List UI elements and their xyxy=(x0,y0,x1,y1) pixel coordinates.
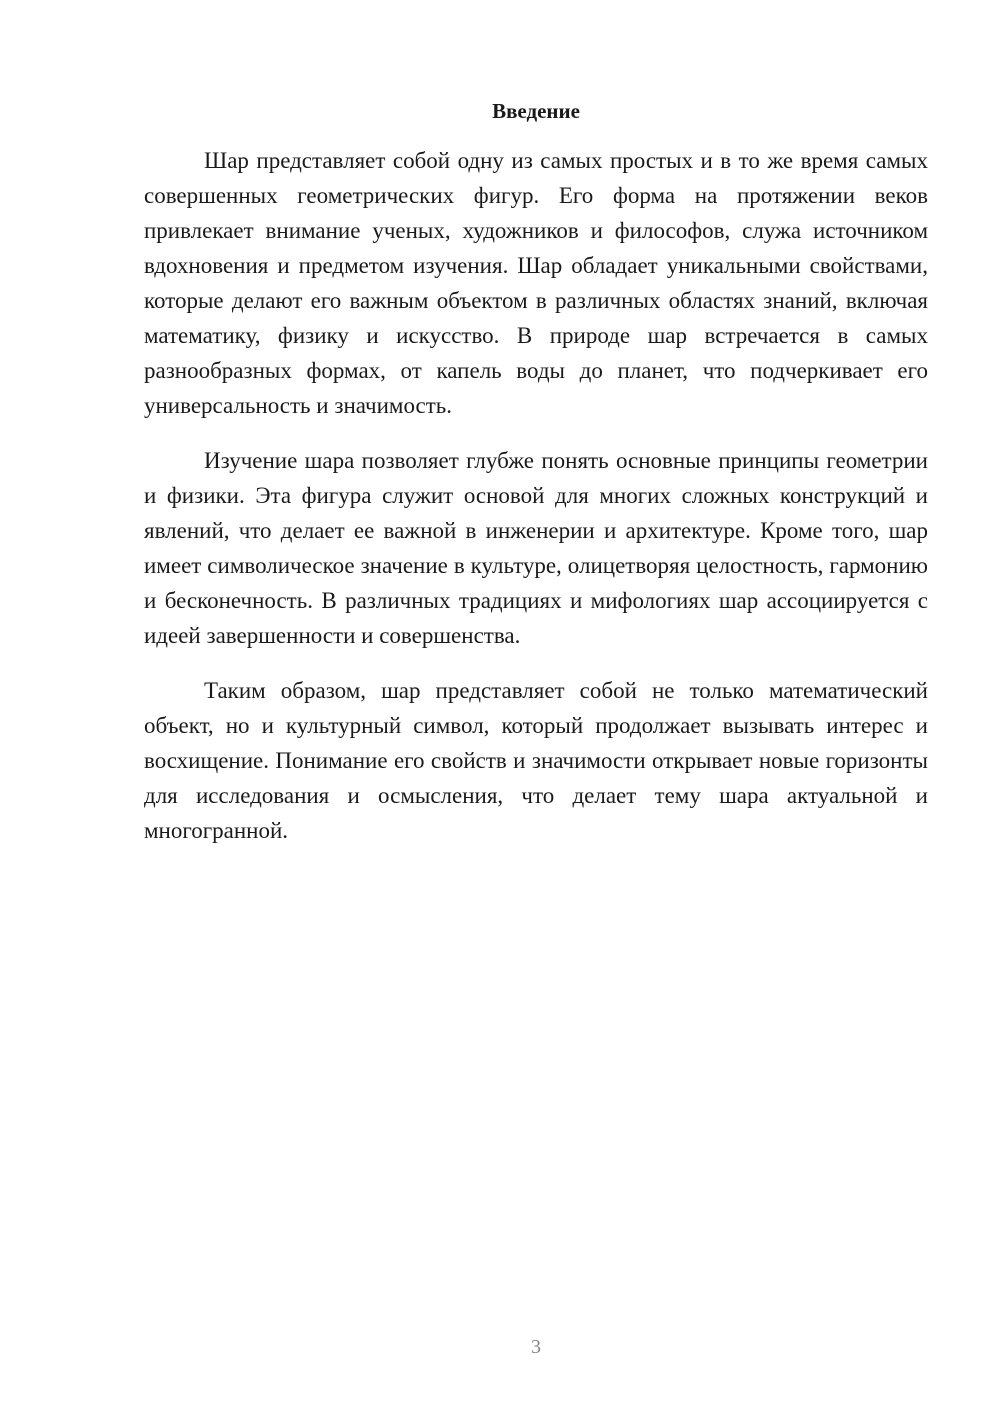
section-heading: Введение xyxy=(492,99,580,123)
paragraph-conclusion: Таким образом, шар представляет собой не только математический объект, но и культурный символ, который продолжает вызывать интерес и восхищение. Понимание его свойств и значимости открывает новые горизонты для исследования и осмысления, что делает тему шара актуальной и многогранной. xyxy=(144,678,928,843)
paragraph-study: Изучение шара позволяет глубже понять основные принципы геометрии и физики. Эта фигура служит основой для многих сложных конструкций и явлений, что делает ее важной в инженерии и архитектуре. Кроме того, шар имеет символическое значение в культуре, олицетворяя целостность, гармонию и бесконечность. В различных традициях и мифологиях шар ассоциируется с идеей завершенности и совершенства. xyxy=(144,448,928,648)
page-number: 3 xyxy=(531,1336,541,1358)
body-text xyxy=(144,143,928,868)
paragraph-intro: Шар представляет собой одну из самых простых и в то же время самых совершенных геометрических фигур. Его форма на протяжении веков привлекает внимание ученых, художников и философов, служа источником вдохновения и предметом изучения. Шар обладает уникальными свойствами, которые делают его важным объектом в различных областях знаний, включая математику, физику и искусство. В природе шар встречается в самых разнообразных формах, от капель воды до планет, что подчеркивает его универсальность и значимость. xyxy=(144,148,928,418)
